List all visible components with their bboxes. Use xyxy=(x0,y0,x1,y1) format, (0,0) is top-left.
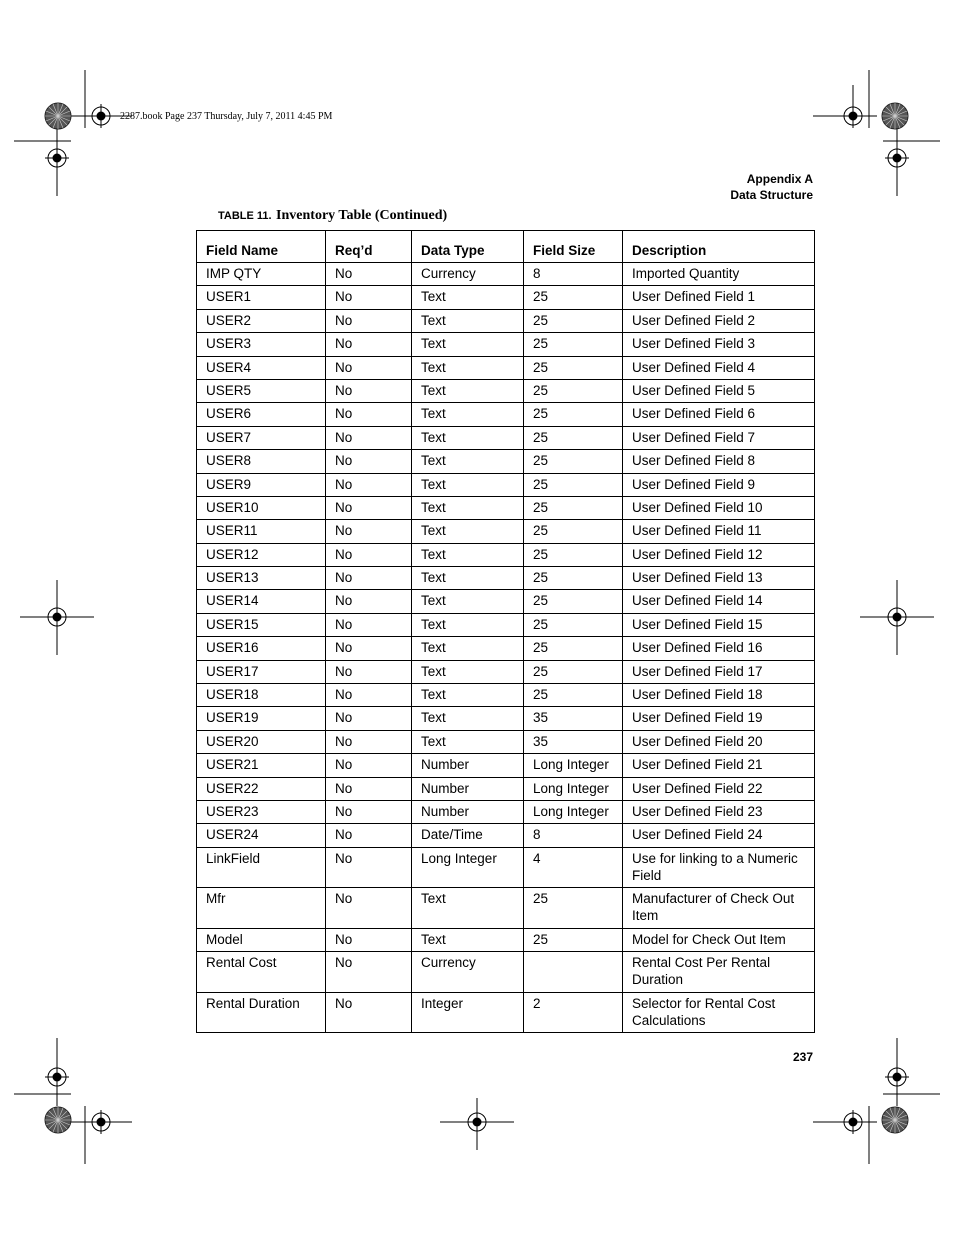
data-type-cell: Text xyxy=(412,309,524,332)
description-cell: Imported Quantity xyxy=(623,263,815,286)
table-row xyxy=(197,590,815,613)
field-name-cell: Model xyxy=(197,928,326,951)
data-type-cell: Integer xyxy=(412,992,524,1033)
required-cell: No xyxy=(326,286,412,309)
field-size-cell: 25 xyxy=(524,888,623,929)
table-row xyxy=(197,888,815,929)
field-name-cell: Rental Cost xyxy=(197,952,326,993)
description-cell: User Defined Field 14 xyxy=(623,590,815,613)
field-name-cell: USER21 xyxy=(197,754,326,777)
data-type-cell: Text xyxy=(412,684,524,707)
description-cell: User Defined Field 9 xyxy=(623,473,815,496)
field-name-cell: USER15 xyxy=(197,613,326,636)
data-type-cell: Text xyxy=(412,660,524,683)
field-name-cell: LinkField xyxy=(197,847,326,888)
field-size-cell: 35 xyxy=(524,707,623,730)
data-type-cell: Number xyxy=(412,800,524,823)
data-type-cell: Text xyxy=(412,613,524,636)
field-name-cell: USER24 xyxy=(197,824,326,847)
description-cell: User Defined Field 19 xyxy=(623,707,815,730)
description-cell: User Defined Field 18 xyxy=(623,684,815,707)
column-header-field-size: Field Size xyxy=(524,231,623,263)
table-row xyxy=(197,992,815,1033)
data-type-cell: Currency xyxy=(412,263,524,286)
table-caption-title: Inventory Table (Continued) xyxy=(276,208,448,223)
data-type-cell: Text xyxy=(412,888,524,929)
table-row xyxy=(197,637,815,660)
field-size-cell: 25 xyxy=(524,286,623,309)
field-name-cell: USER6 xyxy=(197,403,326,426)
required-cell: No xyxy=(326,543,412,566)
field-name-cell: USER18 xyxy=(197,684,326,707)
data-type-cell: Text xyxy=(412,496,524,519)
required-cell: No xyxy=(326,847,412,888)
field-name-cell: USER13 xyxy=(197,567,326,590)
required-cell: No xyxy=(326,707,412,730)
table-row xyxy=(197,684,815,707)
description-cell: User Defined Field 2 xyxy=(623,309,815,332)
table-caption xyxy=(218,206,447,224)
required-cell: No xyxy=(326,496,412,519)
table-row xyxy=(197,730,815,753)
field-name-cell: IMP QTY xyxy=(197,263,326,286)
required-cell: No xyxy=(326,520,412,543)
table-header-row xyxy=(197,231,815,263)
table-row xyxy=(197,847,815,888)
field-name-cell: USER5 xyxy=(197,379,326,402)
table-row xyxy=(197,567,815,590)
table-row xyxy=(197,496,815,519)
data-type-cell: Text xyxy=(412,426,524,449)
table-row xyxy=(197,824,815,847)
data-type-cell: Text xyxy=(412,286,524,309)
field-size-cell: 25 xyxy=(524,660,623,683)
field-size-cell: Long Integer xyxy=(524,777,623,800)
table-row xyxy=(197,707,815,730)
field-name-cell: Mfr xyxy=(197,888,326,929)
data-type-cell: Text xyxy=(412,730,524,753)
field-name-cell: USER1 xyxy=(197,286,326,309)
description-cell: User Defined Field 1 xyxy=(623,286,815,309)
table-row xyxy=(197,928,815,951)
required-cell: No xyxy=(326,730,412,753)
field-name-cell: USER8 xyxy=(197,450,326,473)
field-name-cell: USER10 xyxy=(197,496,326,519)
table-row xyxy=(197,473,815,496)
page-number: 237 xyxy=(792,1050,813,1064)
description-cell: User Defined Field 20 xyxy=(623,730,815,753)
required-cell: No xyxy=(326,613,412,636)
description-cell: User Defined Field 24 xyxy=(623,824,815,847)
column-header-field-name: Field Name xyxy=(197,231,326,263)
table-row xyxy=(197,520,815,543)
description-cell: Manufacturer of Check Out Item xyxy=(623,888,815,929)
description-cell: User Defined Field 13 xyxy=(623,567,815,590)
table-row xyxy=(197,952,815,993)
required-cell: No xyxy=(326,928,412,951)
column-header-description: Description xyxy=(623,231,815,263)
field-size-cell: 25 xyxy=(524,473,623,496)
required-cell: No xyxy=(326,379,412,402)
required-cell: No xyxy=(326,754,412,777)
data-type-cell: Text xyxy=(412,520,524,543)
required-cell: No xyxy=(326,403,412,426)
description-cell: User Defined Field 12 xyxy=(623,543,815,566)
field-name-cell: USER3 xyxy=(197,333,326,356)
required-cell: No xyxy=(326,800,412,823)
table-row xyxy=(197,286,815,309)
table-row xyxy=(197,379,815,402)
column-header-required: Req’d xyxy=(326,231,412,263)
required-cell: No xyxy=(326,684,412,707)
required-cell: No xyxy=(326,473,412,496)
description-cell: User Defined Field 22 xyxy=(623,777,815,800)
field-name-cell: USER22 xyxy=(197,777,326,800)
field-name-cell: USER4 xyxy=(197,356,326,379)
data-type-cell: Text xyxy=(412,403,524,426)
data-type-cell: Text xyxy=(412,707,524,730)
field-name-cell: USER14 xyxy=(197,590,326,613)
field-name-cell: USER12 xyxy=(197,543,326,566)
description-cell: User Defined Field 8 xyxy=(623,450,815,473)
inventory-table xyxy=(196,230,815,1033)
data-type-cell: Long Integer xyxy=(412,847,524,888)
required-cell: No xyxy=(326,952,412,993)
description-cell: User Defined Field 7 xyxy=(623,426,815,449)
field-size-cell: Long Integer xyxy=(524,800,623,823)
field-name-cell: USER2 xyxy=(197,309,326,332)
table-row xyxy=(197,777,815,800)
field-name-cell: USER16 xyxy=(197,637,326,660)
required-cell: No xyxy=(326,590,412,613)
field-size-cell: 25 xyxy=(524,356,623,379)
data-type-cell: Text xyxy=(412,450,524,473)
required-cell: No xyxy=(326,263,412,286)
field-size-cell: 25 xyxy=(524,928,623,951)
field-size-cell: 8 xyxy=(524,824,623,847)
table-row xyxy=(197,403,815,426)
field-name-cell: USER7 xyxy=(197,426,326,449)
table-row xyxy=(197,613,815,636)
description-cell: User Defined Field 15 xyxy=(623,613,815,636)
running-header-title: Data Structure xyxy=(730,188,813,202)
data-type-cell: Text xyxy=(412,567,524,590)
field-size-cell: 25 xyxy=(524,426,623,449)
description-cell: User Defined Field 16 xyxy=(623,637,815,660)
required-cell: No xyxy=(326,426,412,449)
data-type-cell: Text xyxy=(412,590,524,613)
field-size-cell: 25 xyxy=(524,567,623,590)
field-name-cell: USER11 xyxy=(197,520,326,543)
field-size-cell: 25 xyxy=(524,403,623,426)
table-body xyxy=(197,263,815,1033)
field-size-cell: Long Integer xyxy=(524,754,623,777)
required-cell: No xyxy=(326,824,412,847)
required-cell: No xyxy=(326,637,412,660)
description-cell: User Defined Field 11 xyxy=(623,520,815,543)
running-header xyxy=(730,171,813,203)
required-cell: No xyxy=(326,333,412,356)
description-cell: User Defined Field 4 xyxy=(623,356,815,379)
table-row xyxy=(197,450,815,473)
required-cell: No xyxy=(326,888,412,929)
required-cell: No xyxy=(326,450,412,473)
field-size-cell: 35 xyxy=(524,730,623,753)
table-row xyxy=(197,426,815,449)
data-type-cell: Text xyxy=(412,333,524,356)
field-name-cell: Rental Duration xyxy=(197,992,326,1033)
description-cell: User Defined Field 23 xyxy=(623,800,815,823)
description-cell: Use for linking to a Numeric Field xyxy=(623,847,815,888)
data-type-cell: Currency xyxy=(412,952,524,993)
field-name-cell: USER19 xyxy=(197,707,326,730)
data-type-cell: Text xyxy=(412,928,524,951)
description-cell: User Defined Field 17 xyxy=(623,660,815,683)
required-cell: No xyxy=(326,309,412,332)
data-type-cell: Date/Time xyxy=(412,824,524,847)
description-cell: User Defined Field 21 xyxy=(623,754,815,777)
field-size-cell: 8 xyxy=(524,263,623,286)
data-type-cell: Text xyxy=(412,637,524,660)
field-size-cell: 2 xyxy=(524,992,623,1033)
table-row xyxy=(197,543,815,566)
data-type-cell: Text xyxy=(412,473,524,496)
table-caption-label: TABLE 11. xyxy=(218,210,272,222)
description-cell: Selector for Rental Cost Calculations xyxy=(623,992,815,1033)
description-cell: Rental Cost Per Rental Duration xyxy=(623,952,815,993)
field-size-cell: 25 xyxy=(524,684,623,707)
field-name-cell: USER9 xyxy=(197,473,326,496)
data-type-cell: Text xyxy=(412,379,524,402)
table-row xyxy=(197,800,815,823)
table-row xyxy=(197,333,815,356)
data-type-cell: Text xyxy=(412,543,524,566)
table-row xyxy=(197,660,815,683)
description-cell: User Defined Field 10 xyxy=(623,496,815,519)
field-size-cell: 25 xyxy=(524,543,623,566)
description-cell: User Defined Field 3 xyxy=(623,333,815,356)
field-size-cell xyxy=(524,952,623,993)
field-size-cell: 4 xyxy=(524,847,623,888)
field-size-cell: 25 xyxy=(524,309,623,332)
required-cell: No xyxy=(326,777,412,800)
field-size-cell: 25 xyxy=(524,590,623,613)
required-cell: No xyxy=(326,567,412,590)
description-cell: User Defined Field 5 xyxy=(623,379,815,402)
column-header-data-type: Data Type xyxy=(412,231,524,263)
field-name-cell: USER23 xyxy=(197,800,326,823)
data-type-cell: Text xyxy=(412,356,524,379)
field-size-cell: 25 xyxy=(524,496,623,519)
table-row xyxy=(197,356,815,379)
description-cell: User Defined Field 6 xyxy=(623,403,815,426)
field-size-cell: 25 xyxy=(524,637,623,660)
required-cell: No xyxy=(326,992,412,1033)
field-name-cell: USER17 xyxy=(197,660,326,683)
table-row xyxy=(197,263,815,286)
data-type-cell: Number xyxy=(412,754,524,777)
field-size-cell: 25 xyxy=(524,613,623,636)
required-cell: No xyxy=(326,356,412,379)
field-size-cell: 25 xyxy=(524,333,623,356)
description-cell: Model for Check Out Item xyxy=(623,928,815,951)
field-size-cell: 25 xyxy=(524,520,623,543)
print-slug: 2287.book Page 237 Thursday, July 7, 2011 4:45 PM xyxy=(120,111,333,122)
required-cell: No xyxy=(326,660,412,683)
data-type-cell: Number xyxy=(412,777,524,800)
field-size-cell: 25 xyxy=(524,379,623,402)
table-row xyxy=(197,309,815,332)
table-row xyxy=(197,754,815,777)
field-size-cell: 25 xyxy=(524,450,623,473)
running-header-section: Appendix A xyxy=(746,172,813,186)
field-name-cell: USER20 xyxy=(197,730,326,753)
